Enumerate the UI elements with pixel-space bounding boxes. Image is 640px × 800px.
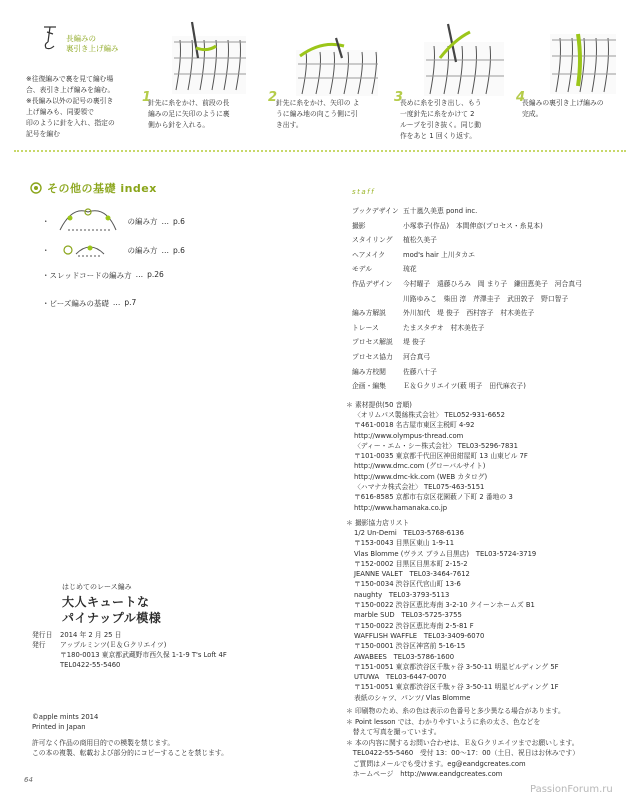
step-line: 針先に糸をかけ、前段の長 (148, 99, 230, 107)
publisher-row (32, 640, 227, 650)
copyright (32, 712, 98, 732)
staff-role: 撮影 (352, 221, 366, 230)
materials-line: 〒616-8585 京都市右京区花園薮ノ下町 2 番地の 3 (354, 493, 513, 502)
note-line: ＊ 印刷物のため、糸の色は表示の色番号と多少異なる場合があります。 (346, 707, 565, 715)
staff-row (352, 308, 534, 318)
index-item-page: p.7 (124, 298, 137, 307)
stitch-title (66, 34, 119, 54)
book-title (62, 594, 161, 626)
materials-line: http://www.olympus-thread.com (354, 431, 464, 440)
desc-line: ※往復編みで裏を見て編む場 (26, 75, 114, 83)
step-line: 一度針先に糸をかけて 2 (400, 110, 475, 118)
shoot-line: 〒150-0034 渋谷区代官山町 13-6 (354, 580, 461, 589)
staff-row (352, 381, 526, 391)
staff-names: 堤 俊子 (403, 338, 426, 347)
section-divider (14, 150, 626, 152)
legal-line: この本の複製、転載および部分的にコピーすることを禁じます。 (32, 749, 228, 757)
shoot-line: 表紙のシャツ、パンツ/ Vlas Blomme (354, 693, 471, 702)
step-line: 作をあと 1 回くり返す。 (400, 132, 477, 140)
publisher-value: アップルミンツ(Ｅ＆Ｇクリエイツ) (60, 641, 167, 649)
publisher-row (32, 660, 227, 670)
index-item-text: の編み方 (127, 245, 158, 255)
book-title-line: パイナップル模様 (62, 611, 162, 625)
watermark: PassionForum.ru (530, 784, 613, 795)
shoot-line: 〒150-0022 渋谷区恵比寿南 3-2-10 クイーンホームズ B1 (354, 601, 535, 610)
shoot-line: AWABEES TEL03-5786-1600 (354, 652, 455, 661)
materials-section (346, 400, 528, 513)
step-line: 針先に糸をかけ、矢印の よ (276, 99, 360, 107)
stitch-symbol-icon (40, 24, 62, 54)
step-4-illustration (548, 20, 618, 100)
staff-names: 外川加代 堤 俊子 西村容子 村木美佐子 (403, 309, 535, 318)
stitch-title-line: 裏引き上げ編み (66, 44, 119, 53)
staff-names: 植松久美子 (403, 236, 437, 245)
materials-line: 〒461-0018 名古屋市東区主税町 4-92 (354, 421, 475, 430)
staff-row (352, 323, 484, 333)
publisher-info (32, 630, 227, 670)
step-line: 完成。 (522, 110, 543, 118)
publisher-value: 2014 年 2 月 25 日 (60, 631, 122, 639)
staff-names: Ｅ＆Ｇクリエイツ(薮 明子 田代麻衣子) (403, 382, 526, 391)
index-header (30, 180, 157, 196)
staff-row (352, 294, 568, 304)
index-item-text: ・ビーズ編みの基礎 (42, 299, 109, 308)
step-1-illustration (168, 18, 250, 102)
shoot-line: JEANNE VALET TEL03-3464-7612 (354, 570, 470, 579)
step-4-text (522, 98, 604, 120)
stitch-description (26, 74, 115, 140)
shoot-lines (346, 528, 559, 703)
publisher-row (32, 630, 227, 640)
step-2-illustration (292, 36, 382, 102)
step-1-text (148, 98, 230, 131)
desc-line: 印のように針を入れ、指定の (26, 119, 115, 127)
staff-row (352, 367, 437, 377)
staff-names: たまスタヂオ 村木美佐子 (403, 323, 485, 332)
desc-line: ※長編み以外の記号の裏引き (26, 97, 114, 105)
shoot-heading: ＊ 撮影協力店リスト (346, 519, 410, 527)
step-line: ループを引き抜く。同じ動 (400, 121, 482, 129)
shoot-line: WAFFLISH WAFFLE TEL03-3409-6070 (354, 631, 485, 640)
staff-role: モデル (352, 265, 373, 274)
staff-role: ブックデザイン (352, 207, 399, 215)
publisher-key: 発行 (32, 641, 46, 649)
desc-line: 上げ編みも、同要領で (26, 108, 94, 116)
staff-row (352, 264, 417, 274)
note-line: ホームページ http://www.eandgcreates.com (346, 770, 503, 778)
shoot-line: 〒150-0022 渋谷区恵比寿南 2-5-81 F (354, 621, 474, 630)
staff-role: 編み方校閲 (352, 367, 386, 376)
materials-line: http://www.dmc.com (グローバルサイト) (354, 462, 486, 471)
note-line: ＊ Point lesson では、わかりやすいように糸の太さ、色などを (346, 717, 541, 726)
step-line: 長編みの裏引き上げ編みの (522, 99, 604, 107)
shoot-line: Vlas Blomme (ヴラス ブラム目黒店) TEL03-5724-3719 (354, 549, 537, 558)
legal-notice (32, 738, 228, 758)
copyright-line: Printed in Japan (32, 723, 86, 731)
shoot-line: naughty TEL03-3793-5113 (354, 590, 450, 599)
staff-names: 琉花 (403, 265, 417, 274)
notes-lines (346, 706, 579, 780)
step-line: うに編み地の向こう側に引 (276, 110, 358, 118)
book-series: はじめてのレース編み (62, 583, 132, 591)
shoot-line: 〒151-0051 東京都渋谷区千駄ヶ谷 3-50-11 明星ビルディング 1F (354, 683, 559, 692)
staff-role: スタイリング (352, 236, 393, 245)
index-item-text: の編み方 (127, 216, 158, 226)
staff-role: 企画・編集 (352, 382, 386, 391)
materials-line: 〈ディー・エム・シー株式会社〉 TEL03-5296-7831 (354, 441, 518, 450)
staff-row (352, 206, 477, 216)
staff-names: 河合真弓 (403, 353, 431, 361)
index-title: その他の基礎 index (47, 182, 157, 195)
materials-line: 〈ハマナカ株式会社〉 TEL075-463-5151 (354, 483, 485, 492)
note-line: TEL0422-55-5460 受付 13：00～17：00（土日、祝日はお休みです） (346, 749, 580, 757)
step-line: 側から針を入れる。 (148, 121, 210, 129)
pub-lines (32, 630, 227, 670)
staff-names: 佐藤八十子 (403, 367, 437, 376)
step-number: 3 (394, 90, 404, 105)
staff-row (352, 221, 543, 231)
staff-role: トレース (352, 323, 379, 332)
shoot-line: 〒150-0001 渋谷区神宮前 5-16-15 (354, 642, 466, 651)
step-line: き出す。 (276, 121, 303, 129)
publisher-key: 発行日 (32, 631, 53, 639)
desc-line: 合、表引き上げ編みを編む。 (26, 86, 115, 94)
staff-names: 五十嵐久美恵 pond inc. (403, 207, 478, 215)
materials-line: 〈オリムパス製絲株式会社〉 TEL052-931-6652 (354, 411, 505, 419)
step-3-illustration (420, 18, 508, 102)
index-item: ・スレッドコードの編み方 … p.26 (42, 270, 164, 280)
index-item-page: p.6 (173, 216, 185, 226)
shoot-line: UTUWA TEL03-6447-0070 (354, 673, 447, 682)
step-2-text (276, 98, 359, 131)
picot-arch-icon (54, 208, 124, 234)
staff-row (352, 337, 426, 347)
staff-names: 小塚恭子(作品) 本間伸彦(プロセス・糸見本) (403, 221, 543, 230)
materials-line: http://www.dmc-kk.com (WEB カタログ) (354, 472, 488, 481)
staff-row (352, 250, 475, 260)
staff-role: プロセス解説 (352, 338, 393, 347)
index-item-text: ・スレッドコードの編み方 (42, 271, 132, 280)
publisher-value: TEL0422-55-5460 (60, 661, 121, 669)
materials-line: http://www.hamanaka.co.jp (354, 503, 448, 512)
step-number: 2 (268, 90, 278, 105)
index-item-page: p.26 (147, 270, 164, 279)
index-item: ・ の編み方 … p.6 (42, 240, 185, 260)
note-line: 替えて写真を撮っています。 (346, 728, 441, 736)
staff-names: 川路ゆみこ 柴田 淳 芹澤圭子 武田敦子 野口智子 (403, 294, 569, 303)
desc-line: 記号を編む (26, 130, 60, 138)
staff-tag: staff (352, 188, 376, 196)
shoot-line: 〒151-0051 東京都渋谷区千駄ヶ谷 3-50-11 明星ビルディング 5F (354, 662, 559, 671)
shoot-line: 〒152-0002 目黒区目黒本町 2-15-2 (354, 559, 468, 568)
staff-role: プロセス協力 (352, 353, 393, 361)
index-item: ・ビーズ編みの基礎 … p.7 (42, 298, 137, 308)
step-line: 編みの足に矢印のように裏 (148, 110, 230, 118)
note-line: ご質問はメールでも受けます。eg@eandgcreates.com (346, 759, 526, 768)
flower-icon (30, 182, 42, 194)
ring-motif-icon (54, 240, 124, 260)
step-line: 長めに糸を引き出し、もう (400, 99, 482, 107)
materials-heading: ＊ 素材提供(50 音順) (346, 401, 412, 409)
notes-section (346, 706, 579, 780)
shoot-line: 1/2 Un-Demi TEL03-5768-6136 (354, 529, 464, 537)
legal-line: 許可なく作品の商用目的での模製を禁じます。 (32, 739, 175, 747)
shoot-line: marble SUD TEL03-5725-3755 (354, 611, 462, 620)
publisher-value: 〒180-0013 東京都武蔵野市西久保 1-1-9 T's Loft 4F (60, 651, 227, 659)
step-3-text (400, 98, 482, 142)
stitch-title-line: 長編みの (66, 34, 96, 43)
shoot-section (346, 518, 559, 703)
page-number: 64 (24, 776, 33, 784)
index-item: ・ の編み方 … p.6 (42, 208, 185, 234)
note-line: ＊ 本の内容に関するお問い合わせは、Ｅ＆Ｇクリエイツまでお願いします。 (346, 738, 579, 747)
materials-line: 〒101-0035 東京都千代田区神田紺屋町 13 山東ビル 7F (354, 452, 528, 461)
book-title-line: 大人キュートな (62, 595, 150, 609)
publisher-row (32, 650, 227, 660)
staff-names: 今村曜子 遠藤ひろみ 岡 まり子 鎌田恵美子 河合真弓 (403, 280, 582, 288)
staff-names: mod's hair 上川タカエ (403, 250, 475, 259)
shoot-line: 〒153-0043 目黒区東山 1-9-11 (354, 539, 455, 548)
staff-role: 編み方解説 (352, 309, 386, 318)
staff-role: 作品デザイン (352, 280, 393, 288)
index-item-page: p.6 (173, 245, 185, 255)
staff-row (352, 279, 582, 289)
step-number: 4 (516, 90, 526, 105)
copyright-line: ©apple mints 2014 (32, 713, 99, 721)
step-number: 1 (142, 90, 152, 105)
materials-lines (346, 410, 528, 513)
staff-role: ヘアメイク (352, 250, 386, 259)
staff-row (352, 352, 430, 362)
staff-row (352, 235, 437, 245)
